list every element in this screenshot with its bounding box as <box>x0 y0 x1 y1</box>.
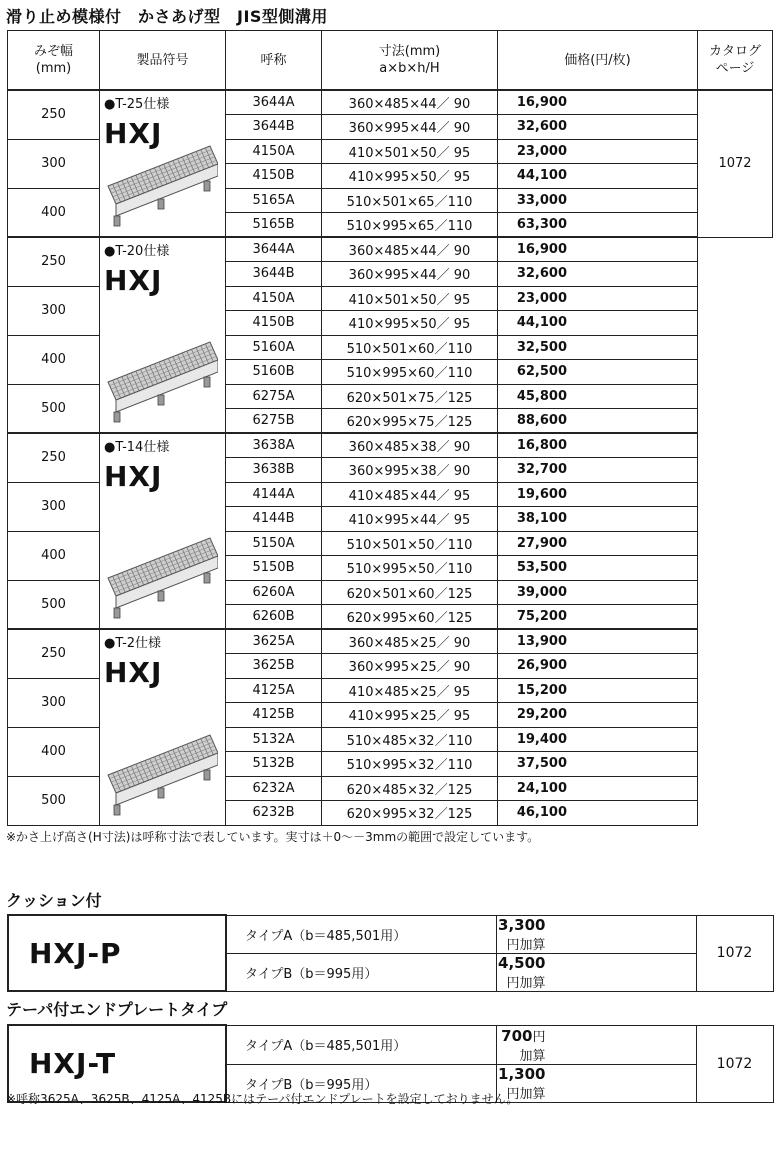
cushion-price-b: 4,500円加算 <box>496 953 696 991</box>
dims-cell: 620×995×60／125 <box>322 605 498 630</box>
width-cell: 500 <box>8 776 100 825</box>
width-cell: 300 <box>8 482 100 531</box>
width-cell: 400 <box>8 727 100 776</box>
dims-cell: 510×995×32／110 <box>322 752 498 777</box>
price-cell: 39,000 <box>498 580 698 605</box>
dims-cell: 360×995×44／ 90 <box>322 262 498 287</box>
price-cell: 88,600 <box>498 409 698 434</box>
width-cell: 250 <box>8 237 100 286</box>
cushion-type-a: タイプA（b＝485,501用） <box>226 915 496 953</box>
group-2 <box>8 237 773 433</box>
load-spec-label: ●T-20仕様 <box>104 244 170 259</box>
code-cell: 3638B <box>226 458 322 483</box>
page-title: 滑り止め模様付 かさあげ型 JIS型側溝用 <box>6 7 328 26</box>
cushion-model: HXJ-P <box>8 915 226 991</box>
cushion-type-b: タイプB（b＝995用） <box>226 953 496 991</box>
table-header <box>8 31 773 91</box>
load-spec-label: ●T-2仕様 <box>104 636 162 651</box>
code-cell: 4150A <box>226 286 322 311</box>
code-cell: 5132B <box>226 752 322 777</box>
width-cell: 500 <box>8 384 100 433</box>
product-cell <box>100 629 226 825</box>
dims-cell: 360×995×44／ 90 <box>322 115 498 140</box>
price-cell: 29,200 <box>498 703 698 728</box>
table-row <box>8 90 773 115</box>
code-cell: 6260A <box>226 580 322 605</box>
cushion-heading: クッション付 <box>6 891 102 910</box>
taper-price-a: 700円加算 <box>496 1025 696 1064</box>
cushion-catalog: 1072 <box>696 915 773 991</box>
price-cell: 46,100 <box>498 801 698 826</box>
price-cell: 53,500 <box>498 556 698 581</box>
width-cell: 400 <box>8 188 100 237</box>
dims-cell: 510×501×65／110 <box>322 188 498 213</box>
grating-image <box>106 338 218 426</box>
dims-cell: 510×995×60／110 <box>322 360 498 385</box>
product-cell <box>100 90 226 237</box>
price-cell: 16,900 <box>498 237 698 262</box>
code-cell: 4150B <box>226 164 322 189</box>
price-cell: 13,900 <box>498 629 698 654</box>
width-cell: 500 <box>8 580 100 629</box>
code-cell: 5160B <box>226 360 322 385</box>
dims-cell: 410×501×50／ 95 <box>322 139 498 164</box>
width-cell: 250 <box>8 629 100 678</box>
width-cell: 400 <box>8 531 100 580</box>
header-code: 呼称 <box>226 31 322 91</box>
table-row <box>8 629 773 654</box>
header-price: 価格(円/枚) <box>498 31 698 91</box>
code-cell: 4125A <box>226 678 322 703</box>
price-cell: 38,100 <box>498 507 698 532</box>
model-code: HXJ <box>104 460 163 493</box>
dims-cell: 360×485×44／ 90 <box>322 90 498 115</box>
dims-cell: 360×995×38／ 90 <box>322 458 498 483</box>
code-cell: 4144A <box>226 482 322 507</box>
dims-cell: 620×501×75／125 <box>322 384 498 409</box>
code-cell: 5165B <box>226 213 322 238</box>
price-cell: 32,600 <box>498 115 698 140</box>
code-cell: 6260B <box>226 605 322 630</box>
dims-cell: 410×485×44／ 95 <box>322 482 498 507</box>
table-row <box>8 433 773 458</box>
price-cell: 32,500 <box>498 335 698 360</box>
width-cell: 300 <box>8 286 100 335</box>
dims-cell: 510×995×65／110 <box>322 213 498 238</box>
price-cell: 23,000 <box>498 139 698 164</box>
model-code: HXJ <box>104 264 163 297</box>
price-cell: 32,600 <box>498 262 698 287</box>
price-cell: 33,000 <box>498 188 698 213</box>
dims-cell: 360×485×38／ 90 <box>322 433 498 458</box>
price-cell: 19,600 <box>498 482 698 507</box>
grating-image <box>106 731 218 819</box>
dims-cell: 410×995×50／ 95 <box>322 164 498 189</box>
table-row <box>8 237 773 262</box>
price-cell: 23,000 <box>498 286 698 311</box>
price-table <box>7 30 773 826</box>
code-cell: 3625B <box>226 654 322 679</box>
code-cell: 3644B <box>226 262 322 287</box>
cushion-price-a: 3,300円加算 <box>496 915 696 953</box>
dims-cell: 620×995×75／125 <box>322 409 498 434</box>
dims-cell: 620×995×32／125 <box>322 801 498 826</box>
price-cell: 62,500 <box>498 360 698 385</box>
model-code: HXJ <box>104 117 163 150</box>
note-taper: ※呼称3625A、3625B、4125A、4125Bにはテーパ付エンドプレートを設定しておりません。 <box>6 1092 519 1106</box>
price-cell: 37,500 <box>498 752 698 777</box>
load-spec-label: ●T-25仕様 <box>104 97 170 112</box>
dims-cell: 510×485×32／110 <box>322 727 498 752</box>
width-cell: 300 <box>8 678 100 727</box>
price-cell: 19,400 <box>498 727 698 752</box>
price-cell: 75,200 <box>498 605 698 630</box>
header-dims: 寸法(mm) a×b×h/H <box>322 31 498 91</box>
price-cell: 44,100 <box>498 311 698 336</box>
taper-heading: テーパ付エンドプレートタイプ <box>6 1000 228 1019</box>
code-cell: 3638A <box>226 433 322 458</box>
price-cell: 26,900 <box>498 654 698 679</box>
cushion-table <box>7 914 774 992</box>
price-cell: 32,700 <box>498 458 698 483</box>
price-cell: 44,100 <box>498 164 698 189</box>
taper-price-b: 1,300円加算 <box>496 1064 696 1102</box>
dims-cell: 510×501×60／110 <box>322 335 498 360</box>
width-cell: 300 <box>8 139 100 188</box>
code-cell: 3625A <box>226 629 322 654</box>
taper-type-b: タイプB（b＝995用） <box>226 1064 496 1102</box>
product-cell <box>100 433 226 629</box>
code-cell: 6275A <box>226 384 322 409</box>
model-code: HXJ <box>104 656 163 689</box>
dims-cell: 510×501×50／110 <box>322 531 498 556</box>
header-width: みぞ幅 (mm) <box>8 31 100 91</box>
dims-cell: 410×995×50／ 95 <box>322 311 498 336</box>
dims-cell: 620×485×32／125 <box>322 776 498 801</box>
price-cell: 24,100 <box>498 776 698 801</box>
price-cell: 16,900 <box>498 90 698 115</box>
code-cell: 3644A <box>226 237 322 262</box>
width-cell: 400 <box>8 335 100 384</box>
group-4 <box>8 629 773 825</box>
catalog-page-cell: 1072 <box>698 90 773 237</box>
code-cell: 4150A <box>226 139 322 164</box>
dims-cell: 360×995×25／ 90 <box>322 654 498 679</box>
dims-cell: 360×485×44／ 90 <box>322 237 498 262</box>
note-height: ※かさ上げ高さ(H寸法)は呼称寸法で表しています。実寸は＋0〜－3mmの範囲で設定しています。 <box>6 830 540 844</box>
dims-cell: 620×501×60／125 <box>322 580 498 605</box>
code-cell: 3644B <box>226 115 322 140</box>
code-cell: 4125B <box>226 703 322 728</box>
header-product: 製品符号 <box>100 31 226 91</box>
price-cell: 63,300 <box>498 213 698 238</box>
dims-cell: 510×995×50／110 <box>322 556 498 581</box>
dims-cell: 410×501×50／ 95 <box>322 286 498 311</box>
code-cell: 5150B <box>226 556 322 581</box>
product-cell <box>100 237 226 433</box>
load-spec-label: ●T-14仕様 <box>104 440 170 455</box>
code-cell: 5150A <box>226 531 322 556</box>
price-cell: 15,200 <box>498 678 698 703</box>
grating-image <box>106 142 218 230</box>
code-cell: 5132A <box>226 727 322 752</box>
dims-cell: 360×485×25／ 90 <box>322 629 498 654</box>
dims-cell: 410×995×44／ 95 <box>322 507 498 532</box>
grating-image <box>106 534 218 622</box>
code-cell: 4150B <box>226 311 322 336</box>
header-catalog: カタログ ページ <box>698 31 773 91</box>
taper-model: HXJ-T <box>8 1025 226 1102</box>
code-cell: 6232A <box>226 776 322 801</box>
width-cell: 250 <box>8 90 100 139</box>
group-1 <box>8 90 773 237</box>
taper-catalog: 1072 <box>696 1025 773 1102</box>
width-cell: 250 <box>8 433 100 482</box>
code-cell: 3644A <box>226 90 322 115</box>
code-cell: 4144B <box>226 507 322 532</box>
group-3 <box>8 433 773 629</box>
code-cell: 5165A <box>226 188 322 213</box>
price-cell: 45,800 <box>498 384 698 409</box>
code-cell: 6232B <box>226 801 322 826</box>
dims-cell: 410×485×25／ 95 <box>322 678 498 703</box>
code-cell: 5160A <box>226 335 322 360</box>
dims-cell: 410×995×25／ 95 <box>322 703 498 728</box>
code-cell: 6275B <box>226 409 322 434</box>
taper-type-a: タイプA（b＝485,501用） <box>226 1025 496 1064</box>
price-cell: 27,900 <box>498 531 698 556</box>
price-cell: 16,800 <box>498 433 698 458</box>
